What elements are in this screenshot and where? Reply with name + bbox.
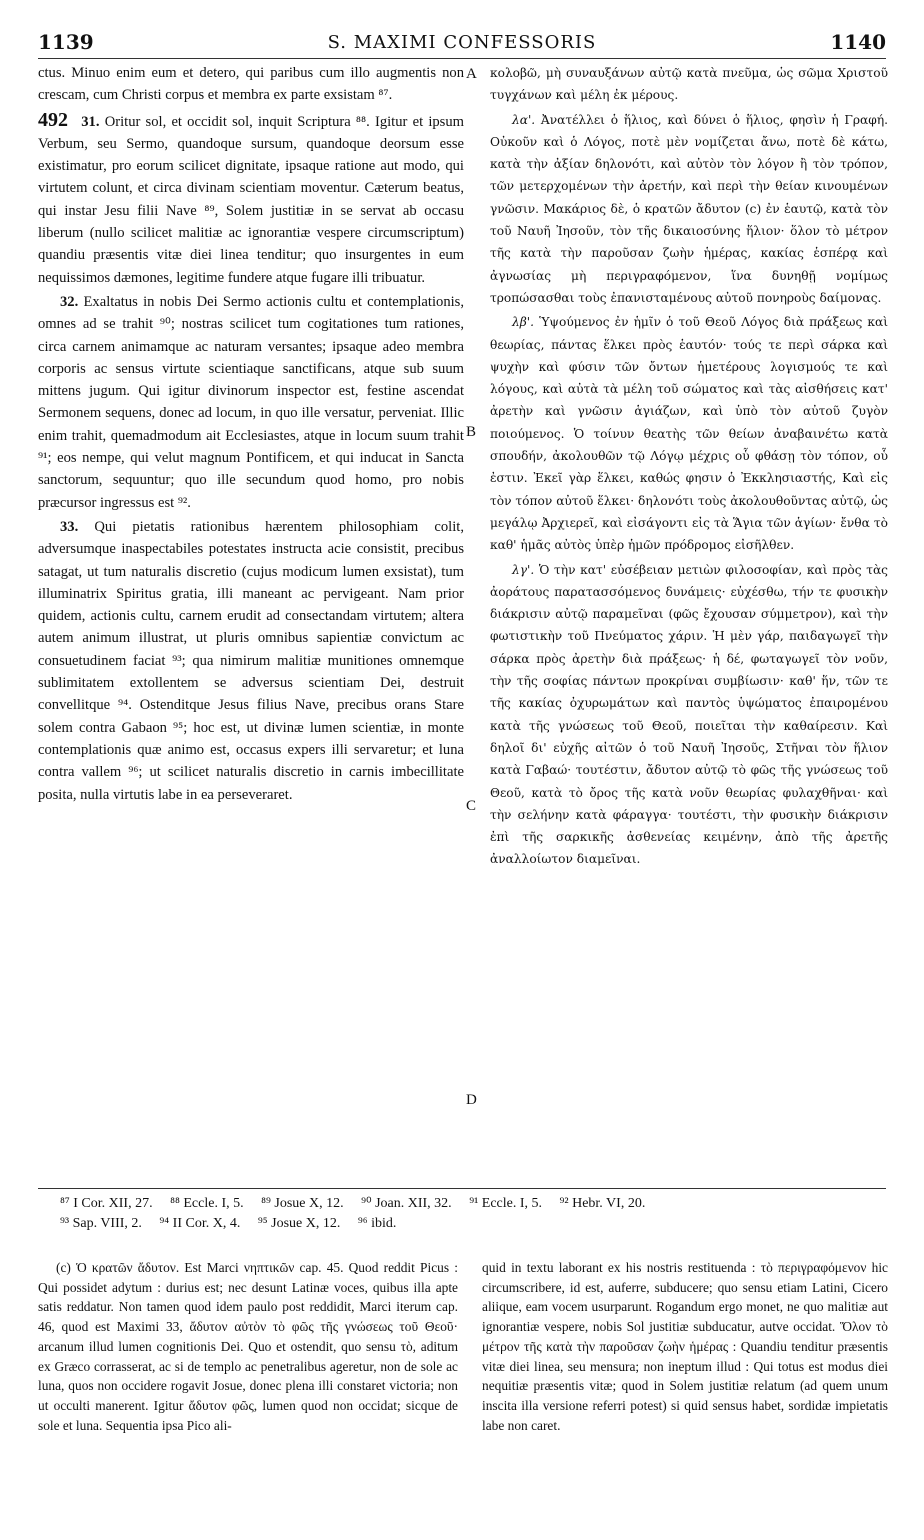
- latin-number-31: 31.: [81, 113, 100, 130]
- greek-number-33: λγ'.: [512, 562, 535, 577]
- latin-column: [38, 62, 464, 808]
- greek-text-33: Ὁ τὴν κατ' εὐσέβειαν μετιὼν φιλοσοφίαν, καὶ πρὸς τὰς ἀοράτους παρατασσόμενος δυνάμεις· εὐχέσθω, τήν τε φυσικὴν διάκρισιν αὐτῷ παραμεῖναι (φῶς ἔχουσαν σύμμετρον), καὶ τὴν φωτιστικὴν τοῦ Πνεύματος χάριν. Ἡ μὲν γάρ, παιδαγωγεῖ τὴν σάρκα πρὸς ἀρετὴν διὰ πράξεως· ἡ δέ, φωταγωγεῖ τὸν νοῦν, τὴν τῆς σοφίας πάντων προκρίναι συμβίωσιν· καθ' ἥν, τῶν τε τῆς κακίας ὀχυρωμάτων καὶ παντὸς ὑψώματος ἐπαιρομένου κατὰ τῆς γνώσεως τοῦ Θεοῦ, ποιεῖται τὴν καθαίρεσιν. Καὶ δηλοῖ δι' εὐχῆς αἰτῶν ὁ τοῦ Ναυῆ Ἰησοῦς, Στῆναι τὸν ἥλιον κατὰ Γαβαώ· τουτέστιν, ἄδυτον αὐτῷ τὸ φῶς τῆς γνώσεως τοῦ Θεοῦ, κατὰ τὸ ὄρος τῆς κατὰ νοῦν θεωρίας φυλαχθῆναι· καὶ τὴν σελήνην κατὰ φάραγγα· τουτέστι, τὴν φυσικὴν διάκρισιν ἐπὶ τῆς σαρκικῆς ἀσθενείας κειμένην, ἀπὸ τῆς ἀρετῆς ἀναλλοίωτον διαμεῖναι.: [490, 562, 888, 867]
- running-title: S. MAXIMI CONFESSORIS: [327, 32, 597, 53]
- greek-paragraph-33: [490, 559, 888, 871]
- column-number: 492: [38, 108, 68, 131]
- editorial-note-left: [38, 1258, 458, 1435]
- footnote-line-1: [60, 1194, 886, 1214]
- margin-marker-b: B: [466, 424, 477, 440]
- footnote-ref: ⁹⁴ II Cor. X, 4.: [159, 1216, 241, 1231]
- greek-paragraph-31: [490, 109, 888, 310]
- greek-text-32: Ὑψούμενος ἐν ἡμῖν ὁ τοῦ Θεοῦ Λόγος διὰ πράξεως καὶ θεωρίας, πάντας ἕλκει πρὸς ἑαυτόν· τούς τε περὶ σάρκα καὶ ψυχὴν καὶ φύσιν τῶν ὄντων ἡμετέρους λογισμούς τε καὶ λόγους, καὶ αὐτὰ τὰ μέλη τοῦ σώματος καὶ τὰς αἰσθήσεις κατ' ἀρετὴν καὶ γνῶσιν ἁγιάζων, καὶ ὑπὸ τὸν αὐτοῦ ζυγὸν ποιούμενος. Ὁ τοίνυν θεατὴς τῶν θείων ἀναβαινέτω κατὰ σπουδήν, ἀκολουθῶν τῷ Λόγῳ μέχρις οὗ φθάσῃ τὸν τόπον, οὗ ἐστιν. Ἐκεῖ γὰρ ἕλκει, καθώς φησιν ὁ Ἐκκλησιαστής, Καὶ εἰς τὸν τόπον αὐτοῦ ἕλκει· δηλονότι τοὺς ἀκολουθοῦντας αὐτῷ, ὡς μεγάλῳ Ἀρχιερεῖ, καὶ εἰσάγοντι εἰς τὰ Ἅγια τῶν ἁγίων· ἔνθα τὸ καθ' ἡμᾶς αὐτὸς ὑπὲρ ἡμῶν πρόδρομος εἰσῆλθεν.: [490, 315, 888, 553]
- latin-text-31: Oritur sol, et occidit sol, inquit Scriptura ⁸⁸. Igitur et ipsum Verbum, seu Sermo, quandoque sursum, quandoque deorsum esse existimatur, pro eorum scilicet dignitate, ipsaque ratione aut modo, qui virtutem colunt, et circa divinam scientiam moventur. Cæterum beatus, qui instar Jesu filii Nave ⁸⁹, Solem justitiæ in se servat ab occasu liberum (nullo scilicet malitiæ ac ignorantiæ vespere circumscriptum) quandiu præsentis vitæ diei linea tenditur; quo insurgentes in eum nequissimos dæmones, legitime fundere atque fugare illi tribuatur.: [38, 113, 465, 286]
- footnote-ref: ⁹⁶ ibid.: [357, 1216, 397, 1231]
- footnote-rule: [38, 1188, 886, 1189]
- page-header: [38, 30, 886, 54]
- latin-paragraph-32: [38, 291, 464, 514]
- page-number-left: 1139: [38, 30, 94, 54]
- greek-text-31: Ἀνατέλλει ὁ ἥλιος, καὶ δύνει ὁ ἥλιος, φησὶν ἡ Γραφή. Οὐκοῦν καὶ ὁ Λόγος, ποτὲ μὲν νομίζεται ἄνω, ποτὲ δὲ κάτω, κατὰ τὴν ἀξίαν δηλονότι, καὶ αὐτὸν τὸν λόγον ἢ τὸν τρόπον, τῶν μετερχομένων τὴν ἀρετήν, καὶ περὶ τὴν θείαν κινουμένων γνῶσιν. Μακάριος δὲ, ὁ κρατῶν ἄδυτον (c) ἐν ἑαυτῷ, κατὰ τὸν τοῦ Ναυῆ Ἰησοῦν, τὸν τῆς δικαιοσύνης ἥλιον· ὅλον τὸ μέτρον τῆς κατὰ τὴν παροῦσαν ζωὴν ἡμέρας, κακίας ἑσπέρᾳ καὶ ἀγνωσίας μὴ περιγραφόμενον, ἵνα δυνηθῇ νομίμως τροπώσασθαι τοὺς ἐπανισταμένους αὐτοῦ πονηροὺς δαίμονας.: [490, 112, 888, 305]
- greek-number-32: λβ'.: [512, 315, 534, 330]
- greek-column: [490, 62, 888, 873]
- editorial-note-right: [482, 1258, 888, 1435]
- footnote-references: [60, 1194, 886, 1234]
- latin-paragraph-continued: ctus. Minuo enim eum et detero, qui paribus cum illo augmentis non crescam, cum Christi corpus et membra ex parte exsistam ⁸⁷.: [38, 65, 464, 104]
- footnote-ref: ⁹² Hebr. VI, 20.: [559, 1196, 646, 1211]
- note-text-right: quid in textu laborant ex his nostris restituenda : τὸ περιγραφόμενον hic circumscribere, id est, auferre, subducere; quo sensu etiam Latini, Cicero aliique, eam vocem usurparunt. Rogandum ergo monet, ne quo malitiæ aut ignorantiæ vespere, nobis Sol justitiæ subducatur, autve occidat. Ὅλον τὸ μέτρον τῆς κατὰ τὴν παροῦσαν ζωὴν ἡμέρας : Quandiu tenditur præsentis vitæ diei linea, seu mensura; non ineptum illud : Qui totus est modus diei nequitiæ præsentis vitæ; quod in Solem justitiæ relatum (ad quem unum inscita illa versione referri potest) si quid sensus habet, sordidæ impietatis labe non caret.: [482, 1260, 888, 1433]
- footnote-ref: ⁹⁰ Joan. XII, 32.: [361, 1196, 452, 1211]
- margin-marker-d: D: [466, 1092, 477, 1108]
- footnote-ref: ⁸⁹ Josue X, 12.: [261, 1196, 344, 1211]
- footnote-ref: ⁸⁷ I Cor. XII, 27.: [60, 1196, 153, 1211]
- footnote-ref: ⁹³ Sap. VIII, 2.: [60, 1216, 142, 1231]
- greek-number-31: λα'.: [512, 112, 536, 127]
- latin-text-32: Exaltatus in nobis Dei Sermo actionis cultu et contemplationis, omnes ad se trahit ⁹⁰; nostras scilicet tum cogitationes tum rationes, circa carnem animamque ac naturam versantes; ipsaque adeo membra corporis ac sensus virtute scientiaque sanctificans, atque sub suum mittens jugum. Qui igitur divinorum inspector est, festine ascendat Sermonem sequens, donec ad locum, in quo ille versatur, perveniat. Illic enim trahit, quemadmodum ait Ecclesiastes, atque in locum suum trahit ⁹¹; eos nempe, qui velut magnum Pontificem, et qui inducat in Sancta sanctorum, sequuntur; quo ille secundum quod homo, pro nobis præcursor ingressus est ⁹².: [38, 293, 464, 511]
- latin-number-32: 32.: [60, 293, 79, 310]
- footnote-ref: ⁹¹ Eccle. I, 5.: [469, 1196, 543, 1211]
- footnote-ref: ⁹⁵ Josue X, 12.: [257, 1216, 341, 1231]
- greek-paragraph-continued: κολοβῶ, μὴ συναυξάνων αὐτῷ κατὰ πνεῦμα, ὡς σῶμα Χριστοῦ τυγχάνων καὶ μέλη ἐκ μέρους.: [490, 66, 888, 103]
- footnote-ref: ⁸⁸ Eccle. I, 5.: [170, 1196, 244, 1211]
- latin-paragraph-31: [38, 109, 464, 289]
- latin-number-33: 33.: [60, 518, 79, 535]
- page-number-right: 1140: [830, 30, 886, 54]
- latin-paragraph-33: [38, 516, 464, 806]
- margin-marker-c: C: [466, 798, 477, 814]
- note-text-left: (c) Ὁ κρατῶν ἄδυτον. Est Marci νηπτικῶν cap. 45. Quod reddit Picus : Qui possidet adytum : durius est; nec desunt Latinæ voces, quibus illa apte satis reddatur. Non tamen quod idem paulo post reddidit, Marci iterum cap. 46, quod est Maximi 33, ἄδυτον αὐτὸν τὸ φῶς τῆς γνώσεως τοῦ Θεοῦ· arcanum illud lumen cognitionis Dei. Quo et ostendit, quo sensu τὸ, aditum ex Græco corrasserat, ac si de templo ac penetralibus ageretur, non de sole ac luna, quos non occidere rogavit Josue, donec plena illi constaret victoria; non ut occulti manerent. Igitur ἄδυτον φῶς, lumen quod non occidat; sicque de sole et luna. Sequentia ipsa Pico ali-: [38, 1260, 458, 1433]
- greek-paragraph-32: [490, 311, 888, 556]
- header-rule: [38, 58, 886, 59]
- latin-text-33: Qui pietatis rationibus hærentem philosophiam colit, adversumque inaspectabiles potestates instructa acie consistit, precibus satagat, ut tum naturalis discretio (cujus modicum lumen exsistat), tum illuminatrix Spiritus gratia, illi maneant ac pervigeant. Nam prior quidem, actionis cultu, carnem erudit ad consectandam virtutem; altera autem animum illustrat, ut pluris omnibus sapientiæ convictum ac consuetudinem faciat ⁹³; qua nimirum malitiæ munitiones omnemque sublimitatem extollentem se adversus scientiam Dei, destruit convellitque ⁹⁴. Ostenditque Jesus filius Nave, precibus orans Stare solem contra Gabaon ⁹⁵; hoc est, ut divinæ lumen scientiæ, in monte contemplationis quæ animo est, occasus expers illi servaretur; et luna contra vallem ⁹⁶; ut scilicet naturalis discretio in carnis imbecillitate posita, nulla virtutis labe in ea perseveraret.: [38, 518, 464, 803]
- footnote-line-2: [60, 1214, 886, 1234]
- margin-marker-a: A: [466, 66, 477, 82]
